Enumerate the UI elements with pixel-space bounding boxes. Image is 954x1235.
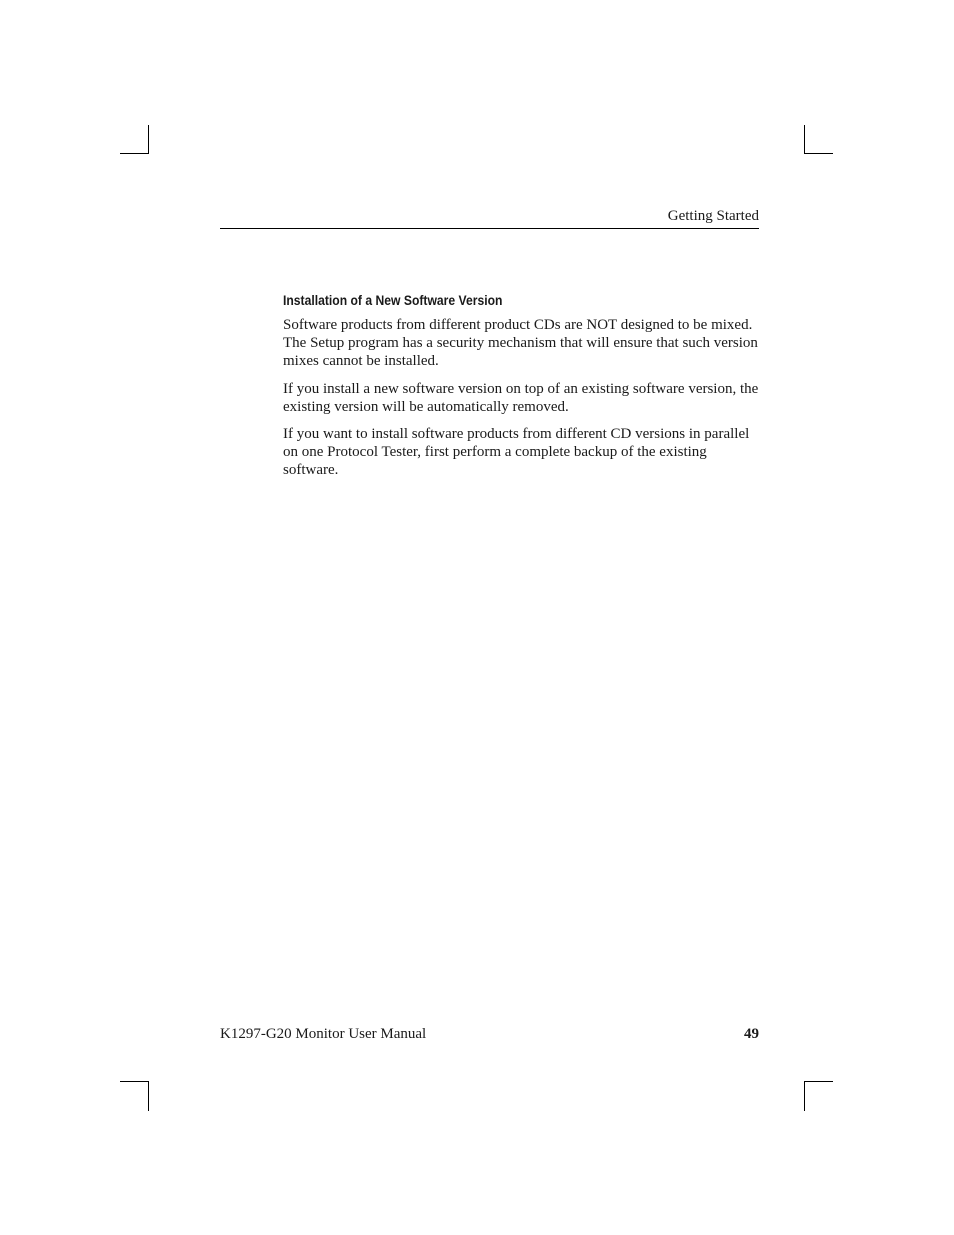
section-heading: Installation of a New Software Version [283,293,503,308]
running-header-title: Getting Started [667,208,759,224]
footer-manual-title: K1297-G20 Monitor User Manual [220,1026,427,1042]
footer-page-number: 49 [744,1026,759,1042]
crop-mark-top-left-horizontal [120,153,149,154]
paragraph-version-mixing: Software products from different product CDs are NOT designed to be mixed. The Setup program has a security mechanism that will ensure that such version mixes cannot be installed. [283,317,758,370]
crop-mark-top-left-vertical [148,125,149,154]
crop-mark-bottom-left-vertical [148,1081,149,1111]
crop-mark-bottom-left-horizontal [120,1081,149,1082]
paragraph-parallel-install: If you want to install software products from different CD versions in parallel on one Protocol Tester, first perform a complete backup of the existing software. [283,426,750,479]
section-body [283,292,759,489]
crop-mark-top-right-horizontal [804,153,833,154]
crop-mark-bottom-right-vertical [804,1081,805,1111]
header-rule [220,228,759,229]
crop-mark-bottom-right-horizontal [804,1081,833,1082]
crop-mark-top-right-vertical [804,125,805,154]
paragraph-version-replacement: If you install a new software version on top of an existing software version, the existing version will be automatically removed. [283,380,759,415]
